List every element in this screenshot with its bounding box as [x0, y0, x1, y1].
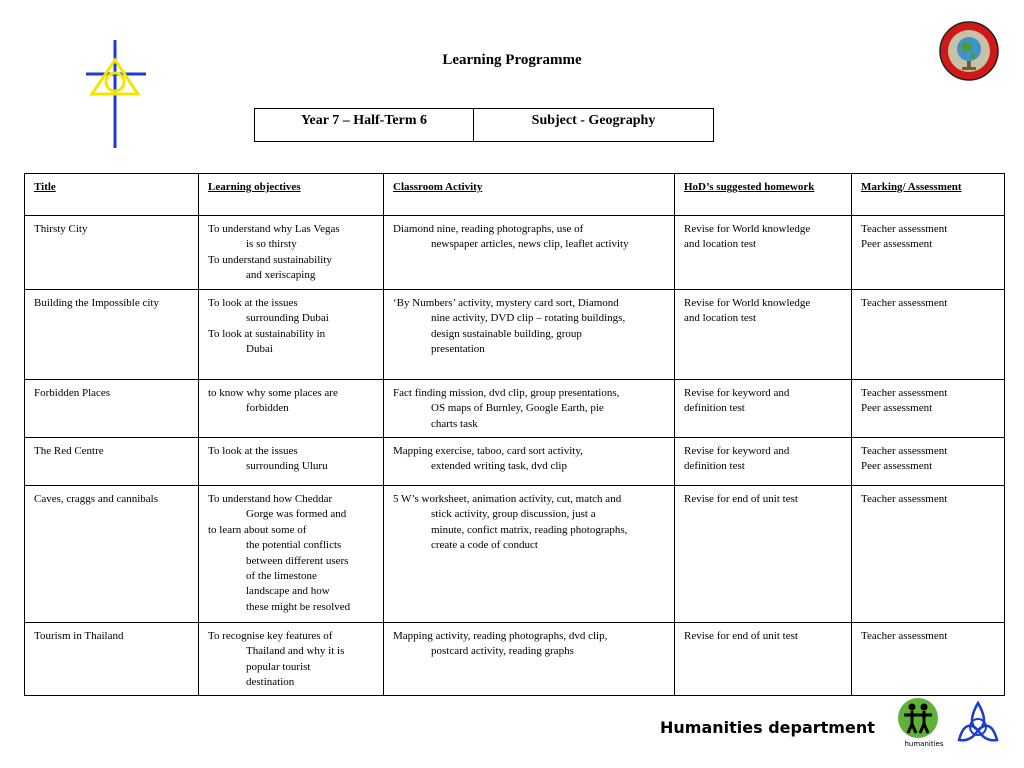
- row-activity-cell: [384, 216, 675, 290]
- cell-line: definition test: [684, 402, 745, 415]
- row-objectives-cell: [199, 290, 384, 380]
- row-objectives-cell: [199, 216, 384, 290]
- table-row: [25, 623, 1005, 696]
- row-title-cell: The Red Centre: [25, 438, 199, 486]
- cell-line: Revise for end of unit test: [684, 493, 798, 505]
- cell-line: Revise for World knowledge: [684, 297, 811, 309]
- cell-line: of the limestone: [246, 570, 317, 583]
- cell-line: surrounding Uluru: [246, 460, 328, 473]
- cell-line: surrounding Dubai: [246, 312, 329, 325]
- cell-line: these might be resolved: [246, 600, 351, 613]
- cell-line: definition test: [684, 460, 745, 473]
- row-homework-cell: [675, 486, 852, 623]
- table-header-row: [25, 174, 1005, 216]
- subject-cell: Subject - Geography: [474, 109, 714, 142]
- row-title-cell: Caves, craggs and cannibals: [25, 486, 199, 623]
- cell-line: the potential conflicts: [246, 539, 342, 552]
- row-title-cell: Thirsty City: [25, 216, 199, 290]
- cell-line: To understand why Las Vegas: [208, 223, 340, 235]
- cell-line: and location test: [684, 312, 757, 325]
- cell-line: Thailand and why it is: [246, 645, 345, 658]
- learning-programme-table: [24, 173, 1005, 696]
- row-objectives-cell: [199, 438, 384, 486]
- cell-line: Mapping activity, reading photographs, dvd clip,: [393, 630, 608, 642]
- cell-line: create a code of conduct: [431, 539, 538, 552]
- cell-line: To look at sustainability in: [208, 327, 326, 340]
- cell-line: Peer assessment: [861, 402, 933, 415]
- row-assessment-cell: [852, 290, 1005, 380]
- cell-line: popular tourist: [246, 660, 311, 673]
- table-row: [25, 438, 1005, 486]
- cell-line: Teacher assessment: [861, 387, 948, 399]
- row-assessment-cell: [852, 623, 1005, 696]
- cell-line: is so thirsty: [246, 238, 297, 251]
- cell-line: Revise for end of unit test: [684, 630, 798, 642]
- cell-line: minute, confict matrix, reading photographs,: [431, 523, 628, 536]
- row-homework-cell: [675, 623, 852, 696]
- cell-line: To understand sustainability: [208, 253, 332, 266]
- cell-line: Peer assessment: [861, 460, 933, 473]
- cell-line: OS maps of Burnley, Google Earth, pie: [431, 402, 604, 415]
- row-activity-cell: [384, 290, 675, 380]
- department-name: Humanities department: [660, 718, 875, 737]
- cell-line: ‘By Numbers’ activity, mystery card sort, Diamond: [393, 297, 619, 309]
- cell-line: to know why some places are: [208, 387, 338, 399]
- globe-badge-icon: [938, 20, 1000, 82]
- column-header-title: Title: [25, 174, 199, 216]
- cell-line: design sustainable building, group: [431, 327, 582, 340]
- row-title-cell: Forbidden Places: [25, 380, 199, 438]
- table-row: [25, 290, 1005, 380]
- cell-line: presentation: [431, 343, 485, 356]
- row-activity-cell: [384, 380, 675, 438]
- cell-line: Peer assessment: [861, 238, 933, 251]
- row-objectives-cell: [199, 486, 384, 623]
- cell-line: between different users: [246, 554, 349, 567]
- row-assessment-cell: [852, 486, 1005, 623]
- cell-line: To look at the issues: [208, 445, 298, 457]
- row-homework-cell: [675, 290, 852, 380]
- row-activity-cell: [384, 486, 675, 623]
- cell-line: forbidden: [246, 402, 289, 415]
- cell-line: Teacher assessment: [861, 223, 948, 235]
- cell-line: Teacher assessment: [861, 445, 948, 457]
- cell-line: nine activity, DVD clip – rotating buildings,: [431, 312, 626, 325]
- cell-line: Teacher assessment: [861, 297, 948, 309]
- row-activity-cell: [384, 438, 675, 486]
- row-assessment-cell: [852, 438, 1005, 486]
- cell-line: To understand how Cheddar: [208, 493, 333, 505]
- humanities-logo-label: humanities: [904, 740, 944, 748]
- cell-line: 5 W’s worksheet, animation activity, cut, match and: [393, 493, 622, 505]
- page-title: Learning Programme: [442, 52, 582, 68]
- year-term-cell: Year 7 – Half-Term 6: [255, 109, 474, 142]
- row-title-cell: Building the Impossible city: [25, 290, 199, 380]
- cell-line: Diamond nine, reading photographs, use of: [393, 223, 584, 235]
- cell-line: extended writing task, dvd clip: [431, 460, 567, 473]
- cell-line: Revise for World knowledge: [684, 223, 811, 235]
- cell-line: and xeriscaping: [246, 269, 316, 282]
- table-row: [25, 380, 1005, 438]
- row-homework-cell: [675, 438, 852, 486]
- cell-line: Dubai: [246, 343, 273, 356]
- cell-line: destination: [246, 676, 295, 689]
- column-header-homework: HoD’s suggested homework: [675, 174, 852, 216]
- row-homework-cell: [675, 380, 852, 438]
- column-header-activity: Classroom Activity: [384, 174, 675, 216]
- table-row: [25, 486, 1005, 623]
- cell-line: To look at the issues: [208, 297, 298, 309]
- cell-line: charts task: [431, 417, 478, 430]
- cell-line: newspaper articles, news clip, leaflet activity: [431, 238, 629, 251]
- cell-line: Teacher assessment: [861, 493, 948, 505]
- table-row: [25, 216, 1005, 290]
- row-homework-cell: [675, 216, 852, 290]
- row-objectives-cell: [199, 623, 384, 696]
- row-objectives-cell: [199, 380, 384, 438]
- row-assessment-cell: [852, 216, 1005, 290]
- row-activity-cell: [384, 623, 675, 696]
- cell-line: landscape and how: [246, 585, 330, 598]
- cell-line: To recognise key features of: [208, 630, 333, 642]
- cell-line: postcard activity, reading graphs: [431, 645, 574, 658]
- column-header-assessment: Marking/ Assessment: [852, 174, 1005, 216]
- cell-line: to learn about some of: [208, 523, 307, 536]
- column-header-objectives: Learning objectives: [199, 174, 384, 216]
- row-title-cell: Tourism in Thailand: [25, 623, 199, 696]
- cell-line: Fact finding mission, dvd clip, group presentations,: [393, 387, 620, 399]
- cell-line: Teacher assessment: [861, 630, 948, 642]
- cell-line: Mapping exercise, taboo, card sort activity,: [393, 445, 583, 457]
- cell-line: Revise for keyword and: [684, 445, 790, 457]
- row-assessment-cell: [852, 380, 1005, 438]
- triquetra-icon: [955, 700, 1001, 744]
- cell-line: and location test: [684, 238, 757, 251]
- cell-line: stick activity, group discussion, just a: [431, 508, 596, 521]
- cell-line: Revise for keyword and: [684, 387, 790, 399]
- programme-info-table: [254, 108, 714, 142]
- cell-line: Gorge was formed and: [246, 508, 347, 521]
